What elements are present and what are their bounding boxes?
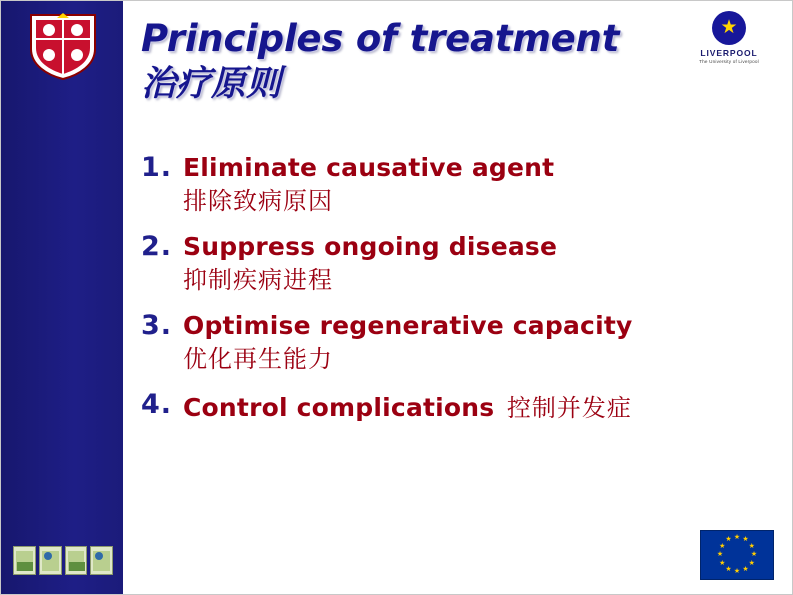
list-item-number: 1. (141, 152, 173, 183)
star-icon: ★ (750, 551, 758, 558)
list-item-chinese: 排除致病原因 (183, 187, 333, 215)
mini-icon-3 (65, 546, 88, 575)
eu-stars (716, 534, 758, 575)
liverpool-logo-tagline: The University of Liverpool (699, 59, 759, 64)
star-icon: ★ (725, 536, 732, 544)
university-crest-icon (23, 9, 103, 81)
title-chinese: 治疗原则 (141, 64, 282, 104)
sidebar-panel (1, 1, 123, 595)
liverpool-logo (688, 11, 770, 71)
star-icon: ★ (719, 542, 726, 550)
list-item-texts (183, 230, 781, 297)
european-union-flag-icon (700, 530, 774, 580)
star-icon: ★ (716, 551, 724, 558)
star-icon: ★ (742, 536, 749, 544)
star-icon: ★ (748, 542, 755, 550)
star-icon: ★ (733, 568, 741, 575)
list-item-number: 2. (141, 231, 173, 262)
list-item-number: 3. (141, 310, 173, 341)
liverpool-logo-name: LIVERPOOL (700, 48, 758, 58)
slide-title (141, 17, 681, 105)
sidebar-icon-strip (13, 544, 113, 576)
title-english: Principles of treatment (141, 17, 620, 60)
list-item (141, 230, 781, 297)
list-item-english: Suppress ongoing disease (183, 232, 558, 261)
list-item-english: Control complications (183, 393, 495, 422)
list-item-number: 4. (141, 389, 173, 420)
star-icon: ★ (720, 17, 738, 39)
list-item-texts (183, 151, 781, 218)
list-item-texts (183, 309, 781, 376)
principles-list (141, 151, 781, 436)
mini-icon-2 (39, 546, 62, 575)
list-item (141, 309, 781, 376)
list-item-english: Optimise regenerative capacity (183, 311, 633, 340)
liverpool-badge-icon (712, 11, 746, 45)
star-icon: ★ (733, 534, 741, 541)
list-item (141, 151, 781, 218)
star-icon: ★ (719, 559, 726, 567)
star-icon: ★ (742, 565, 749, 573)
list-item-chinese: 控制并发症 (506, 394, 632, 422)
mini-icon-4 (90, 546, 113, 575)
list-item-texts (183, 388, 781, 424)
list-item-chinese: 优化再生能力 (183, 345, 333, 373)
star-icon: ★ (725, 565, 732, 573)
list-item (141, 388, 781, 424)
list-item-english: Eliminate causative agent (183, 153, 555, 182)
star-icon: ★ (748, 559, 755, 567)
list-item-chinese: 抑制疾病进程 (183, 266, 333, 294)
mini-icon-1 (13, 546, 36, 575)
